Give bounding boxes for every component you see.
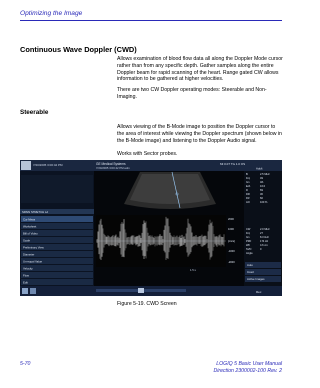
screen-param-value: 2.5 MHz (260, 173, 270, 176)
subsection-title: Steerable (20, 109, 49, 116)
screen-param-value: 30 (260, 193, 263, 196)
screen-cine-slider (138, 288, 144, 293)
screen-param-value: 49 (260, 177, 263, 180)
section-paragraph-1: Allows examination of blood flow data all along the Doppler Mode cursor rather than from any specific depth. Gather samples along the entire Doppler beam for rapid scanning of the heart. Range gated CW allows information to be gathered at higher velocities. (117, 56, 283, 83)
screen-lower-param-value: 2.0 MHz (260, 228, 270, 231)
screen-menu-item-label: Cur Meas (23, 217, 36, 222)
screen-param-label: E/A (246, 185, 251, 188)
screen-left-thumbnail (21, 175, 93, 203)
spectrum-scale-label: [cm/s] (228, 240, 235, 243)
running-header-title: Optimizing the Image (20, 10, 83, 17)
screen-header-line2: 7/20/2005 3:00:42 PM adm (96, 166, 130, 170)
screen-param-label: FR (246, 197, 250, 200)
screen-header-right: MI 0.07 TIs 1.0 OS (220, 162, 246, 166)
screen-menu-item-label: Velocity (23, 266, 33, 271)
screen-lower-param-value: 4.6 cm (260, 244, 268, 247)
screen-menu-title: SPAIN STRETCH Ld (22, 210, 49, 214)
screen-menu-item-label: Edit (23, 280, 28, 285)
subsection-paragraph-1: Allows viewing of the B-Mode image to position the Doppler cursor to the area of interest while viewing the Doppler spectrum (shown below in the B-Mode image) and listening to the Doppler Audio signal. (117, 124, 282, 144)
screen-param-label: Frq (246, 177, 250, 180)
subsection-paragraph-2: Works with Sector probes. (117, 151, 178, 157)
running-header (20, 10, 286, 17)
screen-menu-item-label: Scale (23, 238, 30, 243)
screen-bottom-right: Rec (256, 290, 262, 294)
screen-menu-item (21, 272, 93, 278)
section-paragraph-2: There are two CW Doppler operating modes: Steerable and Non-Imaging. (117, 87, 267, 100)
screen-param-label: AO (246, 201, 250, 204)
cwd-screen-image (20, 160, 282, 296)
screen-lower-param-label: Frq (246, 232, 250, 235)
screen-bottom-icon-2 (30, 288, 36, 294)
ge-logo-icon (21, 161, 31, 170)
cwd-screen-figure (20, 160, 282, 296)
screen-lower-param-label: PRF (246, 240, 252, 243)
screen-menu-item-label: Bill of Video (23, 231, 38, 236)
screen-lower-param-label: WF (246, 244, 251, 247)
spectrum-scale-label: -2000 (228, 261, 235, 264)
screen-side-button-label: Active Images (247, 277, 265, 282)
screen-header-right2: Adult (256, 166, 263, 171)
screen-bottom-buttons (245, 262, 281, 282)
screen-id-left: 7/20/2005 3:00:42 PM (33, 163, 63, 167)
screen-param-value: 3/1 (260, 181, 264, 184)
screen-side-button-label: Invert (247, 270, 254, 275)
screen-lower-param-label: SVD (246, 248, 252, 251)
footer-direction: Direction 2300002-100 Rev. 2 (213, 368, 282, 374)
screen-param-label: DR (246, 193, 250, 196)
spectrum-scale-label: -1000 (228, 250, 235, 253)
screen-param-value: 60 (260, 197, 263, 200)
screen-lower-param-value: 8.3 kHz (260, 236, 269, 239)
screen-lower-param-label: Gn (246, 236, 250, 239)
screen-side-button-label: Auto (247, 263, 253, 268)
spectrum-scale-label: 1000 (228, 228, 234, 231)
screen-lower-param-label: Angle (246, 252, 253, 255)
screen-param-label: Gn (246, 181, 250, 184)
footer-page-number: 5-70 (20, 361, 31, 367)
screen-menu-item-label: Flow (23, 273, 29, 278)
spectrum-scale-label: 2000 (228, 218, 234, 221)
screen-menu-item (21, 279, 93, 285)
screen-menu-item-label: Worksheet (23, 224, 37, 229)
section-title: Continuous Wave Doppler (CWD) (20, 45, 137, 54)
screen-lower-param-value: 27 (260, 232, 263, 235)
b-mode-texture (130, 174, 210, 204)
screen-menu-item (21, 237, 93, 243)
screen-bottom-icon-1 (22, 288, 28, 294)
screen-menu-item-label: Preliminary View (23, 245, 44, 250)
screen-param-value: 16.0 (260, 185, 266, 188)
screen-param-value: 100 % (260, 201, 268, 204)
screen-param-label: B (246, 173, 248, 176)
screen-header-line1: GE Medical Systems (96, 162, 126, 166)
screen-menu-item-label: Diameter (23, 252, 35, 257)
figure-caption: Figure 5-19. CWD Screen (117, 301, 177, 307)
screen-lower-param-value: 0 (260, 248, 262, 251)
screen-lower-param-label: CW (246, 228, 251, 231)
footer-manual-title: LOGIQ 5 Basic User Manual (216, 361, 282, 367)
header-rule (20, 20, 282, 21)
screen-param-label: D (246, 189, 248, 192)
screen-lower-param-value: 174 Hz (260, 240, 269, 243)
screen-param-value: 69 (260, 189, 263, 192)
screen-menu-item-label: Un-equal Value (23, 259, 43, 264)
spectrum-time-label: 1.5 s (190, 269, 196, 272)
